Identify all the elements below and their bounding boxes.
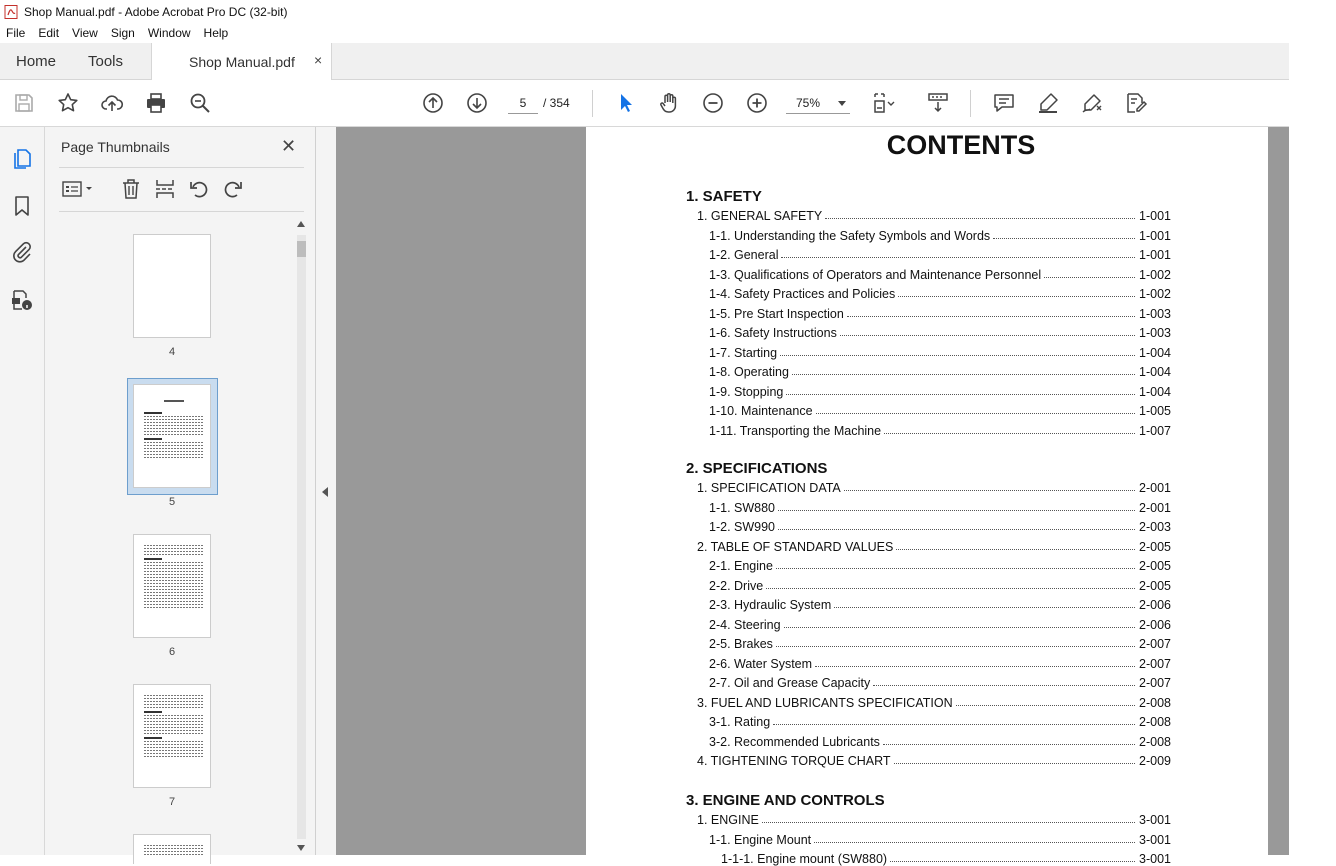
toc-entry-label: 1-2. General [709,248,779,262]
menu-sign[interactable]: Sign [110,26,135,40]
menu-edit[interactable]: Edit [38,26,60,40]
toc-entry[interactable] [721,849,1171,866]
toc-dot-leader [993,238,1135,239]
panel-title: Page Thumbnails [61,139,170,155]
toc-entry[interactable] [709,517,1171,534]
toc-entry[interactable] [709,556,1171,573]
rotate-clockwise-icon[interactable] [221,177,245,201]
toc-entry-page-number: 1-001 [1139,228,1171,243]
tab-bar [0,43,1289,80]
toc-dot-leader [873,685,1135,686]
toc-entry-label: 1-1. Understanding the Safety Symbols and Words [709,228,991,243]
scroll-up-icon[interactable] [297,221,305,227]
zoom-in-icon[interactable] [745,91,769,115]
toc-entry-page-number: 2-009 [1139,754,1171,768]
toc-entry-page-number: 1-004 [1139,384,1171,399]
toc-entry-page-number: 2-007 [1139,637,1171,651]
highlight-pen-icon[interactable] [1036,91,1060,115]
close-panel-icon[interactable]: ✕ [281,136,297,156]
toc-dot-leader [1044,277,1135,278]
draw-sign-icon[interactable] [1080,91,1104,115]
page-thumbnails-icon[interactable] [10,147,34,171]
toc-entry[interactable] [709,382,1171,399]
tab-document[interactable] [151,43,332,80]
menu-help[interactable]: Help [203,26,229,40]
bookmarks-icon[interactable] [10,194,34,218]
toc-entry-label: 1-11. Transporting the Machine [709,423,882,438]
toc-entry[interactable] [709,654,1171,671]
toc-entry[interactable] [709,362,1171,379]
total-pages: / 354 [543,96,570,110]
toc-dot-leader [786,394,1135,395]
toc-entry-label: 1-4. Safety Practices and Policies [709,287,896,301]
toc-entry-label: 1. ENGINE [697,813,759,827]
toc-entry-page-number: 1-002 [1139,287,1171,301]
page-layout-icon[interactable] [872,91,896,115]
toc-entry[interactable] [697,537,1171,554]
toc-entry-label: 1-1. SW880 [709,500,776,515]
insert-page-icon[interactable] [153,177,177,201]
thumbnail-options-menu-icon[interactable] [61,177,95,201]
toc-entry-page-number: 2-001 [1139,481,1171,495]
menu-bar [0,23,1289,43]
toc-entry-page-number: 2-008 [1139,734,1171,749]
toc-entry-label: 2-5. Brakes [709,637,773,651]
thumbnail-page-5[interactable] [133,384,211,488]
toc-entry[interactable] [709,830,1171,847]
scroll-down-icon[interactable] [297,845,305,851]
toc-dot-leader [778,529,1135,530]
upload-cloud-icon[interactable] [100,91,124,115]
document-properties-lock-icon[interactable] [10,288,34,312]
thumbnail-page-6[interactable] [133,534,211,638]
toc-section-heading[interactable]: 2. SPECIFICATIONS [686,460,828,477]
toc-entry[interactable] [709,401,1171,418]
document-viewer[interactable] [316,127,1289,866]
toc-entry-label: 2-3. Hydraulic System [709,598,832,612]
toc-entry-label: 1-9. Stopping [709,384,784,399]
toc-dot-leader [762,822,1135,823]
toc-entry-label: 1-7. Starting [709,345,778,360]
delete-page-trash-icon[interactable] [119,177,143,201]
toc-dot-leader [784,627,1135,628]
search-zoom-icon[interactable] [188,91,212,115]
attachments-paperclip-icon[interactable] [10,240,34,264]
divider [59,211,304,212]
toc-entry-label: 2-7. Oil and Grease Capacity [709,676,871,690]
title-bar [0,0,1289,23]
toc-dot-leader [814,842,1135,843]
comment-icon[interactable] [992,91,1016,115]
toc-entry[interactable] [709,323,1171,340]
toolbar-divider [592,90,593,117]
toc-entry-label: 2-4. Steering [709,617,781,632]
toc-entry-page-number: 1-003 [1139,326,1171,340]
toc-entry-page-number: 2-007 [1139,656,1171,671]
scrollbar-thumb[interactable] [297,241,306,257]
toc-entry[interactable] [709,284,1171,301]
toc-entry-page-number: 2-007 [1139,676,1171,690]
toc-entry-label: 1. SPECIFICATION DATA [697,481,841,495]
toc-entry-label: 3. FUEL AND LUBRICANTS SPECIFICATION [697,695,953,710]
toc-entry-page-number: 1-005 [1139,404,1171,418]
toc-dot-leader [956,705,1135,706]
scrollbar-track[interactable] [297,235,306,839]
thumbnail-page-partial[interactable] [133,834,211,864]
toc-entry[interactable] [709,265,1171,282]
toc-dot-leader [815,666,1135,667]
toc-dot-leader [792,374,1135,375]
toc-dot-leader [778,510,1135,511]
bookmark-star-icon[interactable] [56,91,80,115]
toc-entry-page-number: 1-001 [1139,209,1171,223]
toc-dot-leader [894,763,1135,764]
toc-entry-page-number: 2-006 [1139,598,1171,612]
toc-entry[interactable] [709,673,1171,690]
toc-entry[interactable] [709,595,1171,612]
toc-entry-label: 2. TABLE OF STANDARD VALUES [697,539,894,554]
toc-dot-leader [816,413,1135,414]
toc-entry-page-number: 2-006 [1139,617,1171,632]
toc-entry-label: 1-10. Maintenance [709,404,813,418]
toc-entry-page-number: 2-008 [1139,695,1171,710]
thumbnail-page-4[interactable] [133,234,211,338]
toc-dot-leader [840,335,1135,336]
thumbnail-label: 7 [168,796,176,808]
toc-entry-label: 1-1. Engine Mount [709,832,812,847]
thumbnail-label: 5 [168,496,176,508]
toc-entry-page-number: 1-004 [1139,345,1171,360]
toc-entry-label: 1-6. Safety Instructions [709,326,837,340]
toc-entry[interactable] [709,226,1171,243]
divider [59,167,304,168]
menu-view[interactable]: View [72,26,98,40]
toc-entry-label: 1-5. Pre Start Inspection [709,306,844,321]
toc-entry-page-number: 1-007 [1139,423,1171,438]
toc-entry[interactable] [709,245,1171,262]
toc-entry-page-number: 2-005 [1139,578,1171,593]
toc-entry-label: 1. GENERAL SAFETY [697,209,823,223]
thumbnail-page-7[interactable] [133,684,211,788]
toc-entry-label: 2-1. Engine [709,559,773,573]
toc-entry-label: 3-1. Rating [709,715,771,729]
toc-dot-leader [834,607,1135,608]
fill-sign-icon[interactable] [1124,91,1148,115]
toc-entry[interactable] [697,693,1171,710]
toc-dot-leader [773,724,1135,725]
thumbnail-label: 6 [168,646,176,658]
toc-entry[interactable] [709,712,1171,729]
thumbnail-toolbar [59,175,304,203]
toc-dot-leader [825,218,1135,219]
toc-entry-page-number: 3-001 [1139,832,1171,847]
toc-entry-page-number: 1-001 [1139,248,1171,262]
page-thumbnails-panel [45,127,316,855]
toc-entry-page-number: 2-003 [1139,520,1171,534]
toc-dot-leader [890,861,1135,862]
toc-entry[interactable] [709,634,1171,651]
toc-dot-leader [766,588,1135,589]
toc-entry-page-number: 1-003 [1139,306,1171,321]
toc-dot-leader [781,257,1135,258]
toc-entry-page-number: 2-005 [1139,539,1171,554]
thumbnails-scrollbar[interactable] [294,219,309,855]
toc-entry[interactable] [697,206,1171,223]
toc-dot-leader [896,549,1135,550]
toc-dot-leader [844,490,1135,491]
toc-entry-page-number: 1-004 [1139,365,1171,379]
tab-home[interactable]: Home [16,53,57,70]
menu-file[interactable]: File [6,26,26,40]
toc-entry-label: 1-2. SW990 [709,520,776,534]
toc-entry[interactable] [709,421,1171,438]
toc-entry[interactable] [697,810,1171,827]
toc-entry[interactable] [709,732,1171,749]
toc-entry[interactable] [709,576,1171,593]
zoom-level-value: 75% [796,96,821,110]
toc-entry-label: 1-3. Qualifications of Operators and Maintenance Personnel [709,267,1042,282]
toc-entry-label: 3-2. Recommended Lubricants [709,734,880,749]
select-cursor-icon[interactable] [614,91,638,115]
pdf-page [586,127,1268,866]
toc-entry[interactable] [709,615,1171,632]
zoom-level-dropdown[interactable] [786,92,850,114]
thumbnail-label: 4 [168,346,176,358]
toc-entry-page-number: 1-002 [1139,267,1171,282]
toc-dot-leader [898,296,1135,297]
toc-dot-leader [884,433,1135,434]
hand-tool-icon[interactable] [657,91,681,115]
toc-section-heading[interactable]: 3. ENGINE AND CONTROLS [686,792,885,809]
page-heading: CONTENTS [886,130,1036,160]
window-title: Shop Manual.pdf - Adobe Acrobat Pro DC (32-bit) [24,4,288,19]
toc-dot-leader [776,646,1135,647]
toc-dot-leader [883,744,1135,745]
previous-page-icon[interactable] [421,91,445,115]
scrolling-mode-icon[interactable] [926,91,950,115]
main-toolbar [0,80,1289,127]
toc-entry-label: 4. TIGHTENING TORQUE CHART [697,754,891,768]
toc-entry-page-number: 2-008 [1139,715,1171,729]
close-tab-icon[interactable]: × [314,52,323,68]
toc-entry-page-number: 2-001 [1139,500,1171,515]
current-page-input[interactable]: 5 [508,92,538,114]
toc-entry[interactable] [697,478,1171,495]
toc-entry[interactable] [709,498,1171,515]
toc-dot-leader [776,568,1135,569]
save-icon[interactable] [12,91,36,115]
rotate-counterclockwise-icon[interactable] [187,177,211,201]
toolbar-divider [970,90,971,117]
left-navigation-rail [0,127,45,855]
chevron-down-icon [838,101,846,106]
toc-section-heading[interactable]: 1. SAFETY [686,188,762,205]
toc-entry-page-number: 3-001 [1139,852,1171,866]
toc-dot-leader [847,316,1135,317]
toc-entry-label: 1-8. Operating [709,365,789,379]
collapse-panel-arrow-icon[interactable] [322,487,328,497]
tab-tools[interactable]: Tools [88,53,124,70]
print-icon[interactable] [144,91,168,115]
toc-dot-leader [780,355,1135,356]
toc-entry[interactable] [709,343,1171,360]
document-scrollbar[interactable] [1268,127,1289,855]
toc-entry-label: 1-1-1. Engine mount (SW880) [721,852,888,866]
toc-entry[interactable] [709,304,1171,321]
toc-entry-label: 2-2. Drive [709,578,764,593]
next-page-icon[interactable] [465,91,489,115]
menu-window[interactable]: Window [147,26,191,40]
toc-entry-page-number: 3-001 [1139,813,1171,827]
toc-entry[interactable] [697,751,1171,768]
toc-entry-label: 2-6. Water System [709,656,813,671]
tab-document-label: Shop Manual.pdf [189,54,295,70]
toc-entry-page-number: 2-005 [1139,559,1171,573]
zoom-out-icon[interactable] [701,91,725,115]
acrobat-app-icon [4,5,18,19]
